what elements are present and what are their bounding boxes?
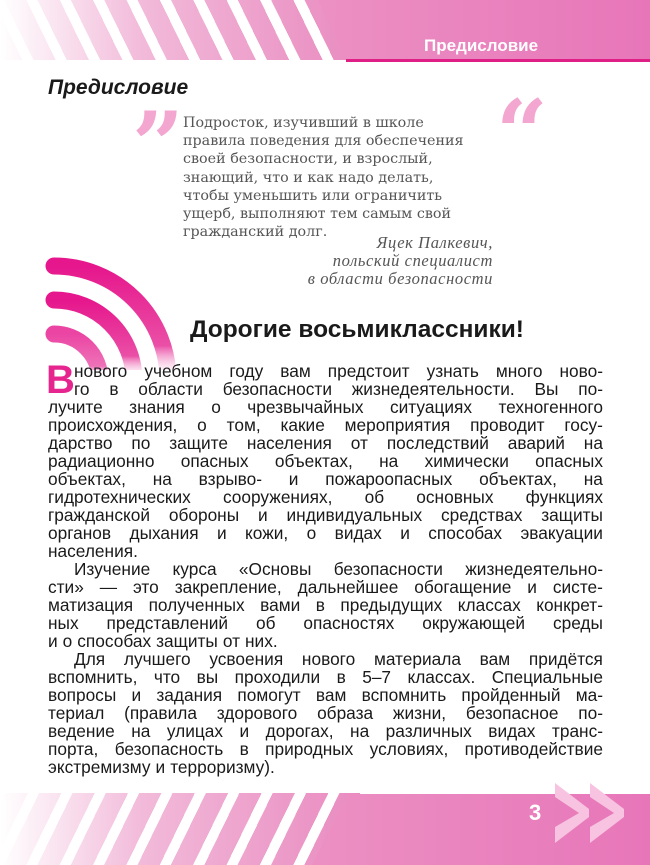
text-line: происхождения, о том, какие мероприятия проводит госу- — [48, 415, 603, 435]
footer-stripes-decoration — [0, 793, 360, 865]
epigraph-author-role: польский специалист — [332, 251, 493, 270]
epigraph-author: Яцек Палкевич, — [376, 233, 493, 252]
text-line: го в области безопасности жизнедеятельности. Вы по- — [74, 379, 603, 399]
epigraph-text — [183, 114, 464, 241]
epigraph-line: чтобы уменьшить или ограничить — [183, 187, 443, 204]
text-line: гидротехнических сооружениях, об основных функциях — [48, 487, 603, 507]
text-line: Изучение курса «Основы безопасности жизнедеятельно- — [74, 559, 603, 579]
page-number: 3 — [529, 800, 542, 825]
text-line: териал (правила здорового образа жизни, безопасное по- — [48, 703, 603, 723]
epigraph-line: Подросток, изучивший в школе — [183, 115, 424, 131]
text-line: органов дыхания и кожи, о видах и способах эвакуации — [48, 523, 603, 543]
text-line: гражданской обороны и индивидуальных средствах защиты — [48, 505, 603, 525]
next-chevrons-icon — [553, 783, 650, 863]
greeting-heading: Дорогие восьмиклассники! — [190, 316, 524, 343]
text-line: ных представлений об опасностях окружающей среды — [48, 613, 603, 633]
section-heading: Предисловие — [48, 76, 189, 99]
epigraph-line: ущерб, выполняют тем самым свой — [183, 206, 452, 223]
text-line: матизация полученных вами в предыдущих классах конкрет- — [48, 595, 603, 615]
text-line: ведение на улицах и дорогах, на различных видах транс- — [48, 721, 603, 741]
signal-arcs-decoration — [20, 240, 220, 370]
closing-quote-mark-icon: ” — [132, 92, 184, 198]
text-line: дарство по защите населения от последствий аварий на — [48, 433, 603, 453]
text-line: и о способах защиты от них. — [48, 631, 278, 651]
opening-quote-mark-icon: “ — [496, 80, 548, 186]
drop-cap: В — [46, 358, 75, 402]
epigraph-line: гражданский долг. — [183, 224, 328, 241]
header-underline — [346, 59, 650, 62]
text-line: вспомнить, что вы проходили в 5–7 классах. Специальные — [48, 667, 603, 687]
text-line: лучите знания о чрезвычайных ситуациях техногенного — [48, 397, 603, 417]
epigraph-author-field: в области безопасности — [307, 269, 493, 288]
text-line: порта, безопасность в природных условиях, противодействие — [48, 739, 603, 759]
epigraph-line: знающий, что и как надо делать, — [183, 169, 434, 186]
epigraph-line: своей безопасности, и взрослый, — [183, 151, 433, 168]
text-line: нового учебном году вам предстоит узнать много ново- — [74, 361, 603, 381]
epigraph-line: правила поведения для обеспечения — [183, 133, 464, 150]
text-line: населения. — [48, 541, 138, 561]
text-line: радиационно опасных объектах, на химически опасных — [48, 451, 603, 471]
text-line: объектах, на взрыво- и пожароопасных объектах, на — [48, 469, 603, 489]
text-line: экстремизму и терроризму). — [48, 757, 275, 777]
text-line: Для лучшего усвоения нового материала вам придётся — [74, 649, 603, 669]
body-text — [46, 358, 603, 777]
text-line: вопросы и задания помогут вам вспомнить пройденный ма- — [48, 685, 603, 705]
epigraph-attribution — [193, 234, 493, 288]
text-line: сти» — это закрепление, дальнейшее обогащение и систе- — [48, 577, 603, 597]
header-stripes-decoration — [0, 0, 360, 60]
running-header-title: Предисловие — [424, 36, 539, 55]
